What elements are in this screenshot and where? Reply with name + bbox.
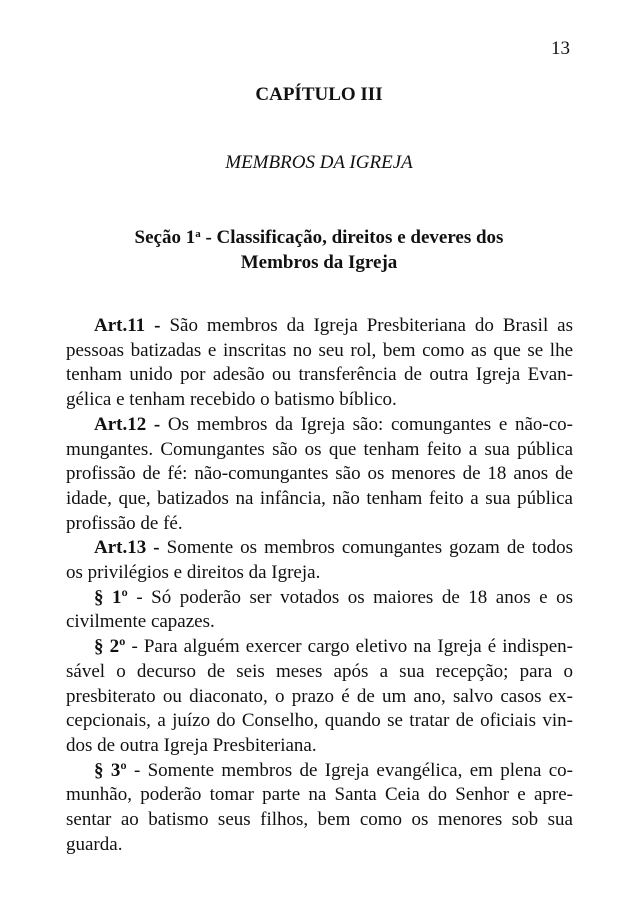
- chapter-title: CAPÍTULO III: [255, 84, 383, 105]
- article-text: Os membros da Igreja são: comungantes e não-comungantes. Comungantes são os que tenham feito a sua pública profissão de fé: não-comungantes são os menores de 18 anos de idade, que, batizados na infância, não tenham feito a sua pública profissão de fé.: [66, 413, 573, 534]
- article-text: São membros da Igreja Presbiteriana do Brasil as pessoas batizadas e inscritas no seu rol, bem como as que se lhe tenham unido por adesão ou transferência de outra Igreja Evangélica e tenham recebido o batismo bíblico.: [66, 315, 574, 411]
- article-lead: Art.12 -: [94, 413, 161, 435]
- article-paragraph: [66, 314, 573, 413]
- article-paragraph: [66, 759, 573, 858]
- section-title-prefix: Seção 1: [134, 227, 196, 248]
- article-lead: Art.13 -: [94, 537, 160, 559]
- section-title: [100, 225, 538, 275]
- article-paragraph: [66, 413, 573, 537]
- section-title-superscript: a: [195, 228, 201, 240]
- page-number: 13: [551, 38, 570, 59]
- section-title-line2: Membros da Igreja: [240, 252, 398, 273]
- article-text: - Só poderão ser votados os maiores de 18 anos e os civilmente capazes.: [66, 586, 573, 633]
- article-lead: § 1º: [94, 586, 128, 608]
- article-paragraph: [66, 536, 573, 585]
- article-text: Somente os membros comungantes gozam de todos os privilégios e direitos da Igreja.: [66, 537, 573, 584]
- article-body: [66, 314, 573, 857]
- article-paragraph: [66, 586, 573, 635]
- article-text: - Para alguém exercer cargo eletivo na Igreja é indispensável o decurso de seis meses após a sua recepção; para o presbiterato ou diaconato, o prazo é de um ano, salvo casos excepcionais, a juízo do Conselho, quando se tratar de oficiais vindos de outra Igreja Presbiteriana.: [66, 636, 573, 756]
- article-text: - Somente membros de Igreja evangélica, em plena comunhão, poderão tomar parte na Santa Ceia do Senhor e apresentar ao batismo seus filhos, bem como os menores sob sua guarda.: [66, 759, 573, 855]
- section-title-rest: - Classificação, direitos e deveres dos: [200, 227, 504, 248]
- article-paragraph: [66, 635, 573, 759]
- article-lead: § 2º: [94, 636, 126, 658]
- chapter-subtitle: MEMBROS DA IGREJA: [225, 152, 413, 173]
- article-lead: Art.11 -: [94, 315, 161, 336]
- article-lead: § 3º: [94, 759, 127, 781]
